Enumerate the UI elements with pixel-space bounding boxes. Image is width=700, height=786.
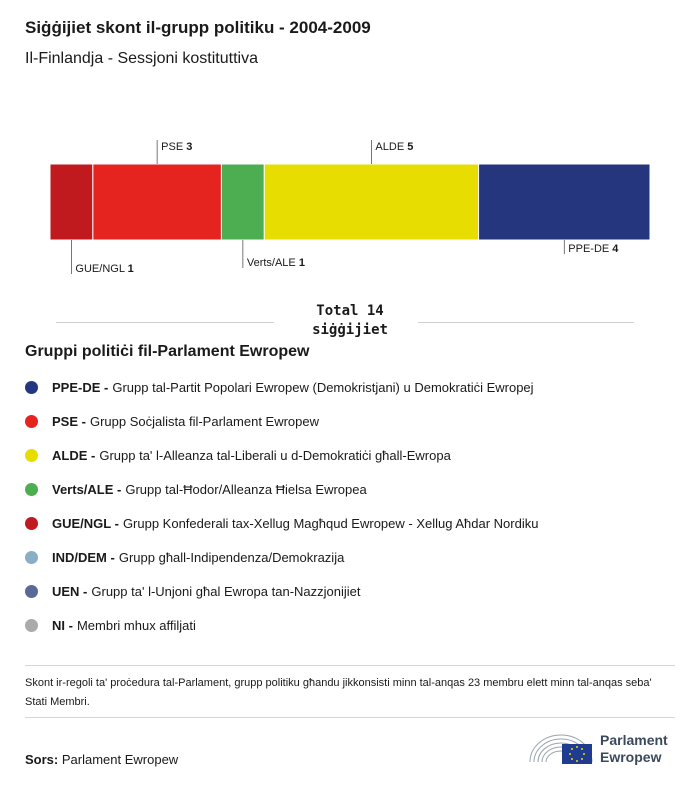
data-label-alde: ALDE 5 — [375, 141, 414, 153]
legend-item — [25, 404, 538, 438]
source-line — [25, 752, 178, 767]
legend-description: Grupp ta' l-Unjoni għal Ewropa tan-Nazzjonijiet — [91, 583, 361, 599]
legend-description: Grupp ta' l-Alleanza tal-Liberali u d-Demokratiċi għall-Ewropa — [99, 447, 451, 463]
legend-abbr: GUE/NGL - — [52, 515, 119, 531]
legend-color-dot — [25, 449, 38, 462]
total-divider-right — [418, 322, 634, 323]
legend-description: Grupp għall-Indipendenza/Demokrazija — [118, 549, 345, 565]
legend-description: Grupp tal-Partit Popolari Ewropew (Demokristjani) u Demokratiċi Ewropej — [112, 379, 534, 395]
footer-divider-top — [25, 665, 675, 666]
data-label-pse: PSE 3 — [161, 141, 193, 153]
source-label: Sors: — [25, 752, 59, 767]
total-seats-label: Total 14 siġġijiet — [312, 303, 388, 338]
legend-item — [25, 506, 538, 540]
chart-subtitle: Il-Finlandja - Sessjoni kostituttiva — [25, 50, 258, 67]
legend-abbr: PPE-DE - — [52, 379, 109, 395]
data-label-ppe-de: PPE-DE 4 — [568, 243, 619, 255]
european-parliament-logo — [528, 728, 678, 770]
legend-color-dot — [25, 551, 38, 564]
total-divider-left — [56, 322, 274, 323]
bar-segment-ppe-de — [479, 164, 650, 240]
logo-line-1: Parlament — [600, 732, 668, 748]
legend-abbr: PSE - — [52, 413, 86, 429]
data-label-verts-ale: Verts/ALE 1 — [246, 257, 305, 269]
legend-item — [25, 438, 538, 472]
legend-abbr: NI - — [52, 617, 73, 633]
chart-title: Siġġijiet skont il-grupp politiku - 2004-2009 — [25, 18, 371, 37]
legend-description: Grupp tal-Ħodor/Alleanza Ħielsa Ewropea — [125, 481, 367, 497]
data-label-gue-ngl: GUE/NGL 1 — [75, 263, 134, 275]
source-value: Parlament Ewropew — [61, 752, 179, 767]
footer-divider-bottom — [25, 717, 675, 718]
legend-item — [25, 472, 538, 506]
legend-color-dot — [25, 415, 38, 428]
legend-item — [25, 540, 538, 574]
legend-abbr: Verts/ALE - — [52, 481, 122, 497]
legend-title: Gruppi politiċi fil-Parlament Ewropew — [25, 343, 310, 360]
bar-segment-gue-ngl — [50, 164, 93, 240]
parliament-hemicycle-icon — [528, 728, 594, 768]
bar-segment-pse — [93, 164, 222, 240]
legend-color-dot — [25, 585, 38, 598]
legend-color-dot — [25, 619, 38, 632]
legend-list — [25, 370, 538, 642]
legend-item — [25, 574, 538, 608]
legend-item — [25, 370, 538, 404]
logo-line-2: Ewropew — [600, 749, 662, 765]
legend-item — [25, 608, 538, 642]
legend-abbr: ALDE - — [52, 447, 96, 463]
legend-abbr: IND/DEM - — [52, 549, 115, 565]
legend-description: Grupp Soċjalista fil-Parlament Ewropew — [89, 413, 320, 429]
legend-color-dot — [25, 483, 38, 496]
legend-description: Grupp Konfederali tax-Xellug Magħqud Ewropew - Xellug Aħdar Nordiku — [122, 515, 539, 531]
legend-abbr: UEN - — [52, 583, 88, 599]
rules-note: Skont ir-regoli ta' proċedura tal-Parlament, grupp politiku għandu jikkonsisti minn tal-anqas 23 membru elett minn tal-anqas seba' Stati Membri. — [25, 677, 652, 708]
seats-stacked-bar-chart — [0, 130, 700, 285]
bar-segment-alde — [264, 164, 478, 240]
legend-description: Membri mhux affiljati — [76, 617, 196, 633]
legend-color-dot — [25, 517, 38, 530]
legend-color-dot — [25, 381, 38, 394]
bar-segment-verts-ale — [221, 164, 264, 240]
logo-wordmark — [600, 732, 668, 766]
